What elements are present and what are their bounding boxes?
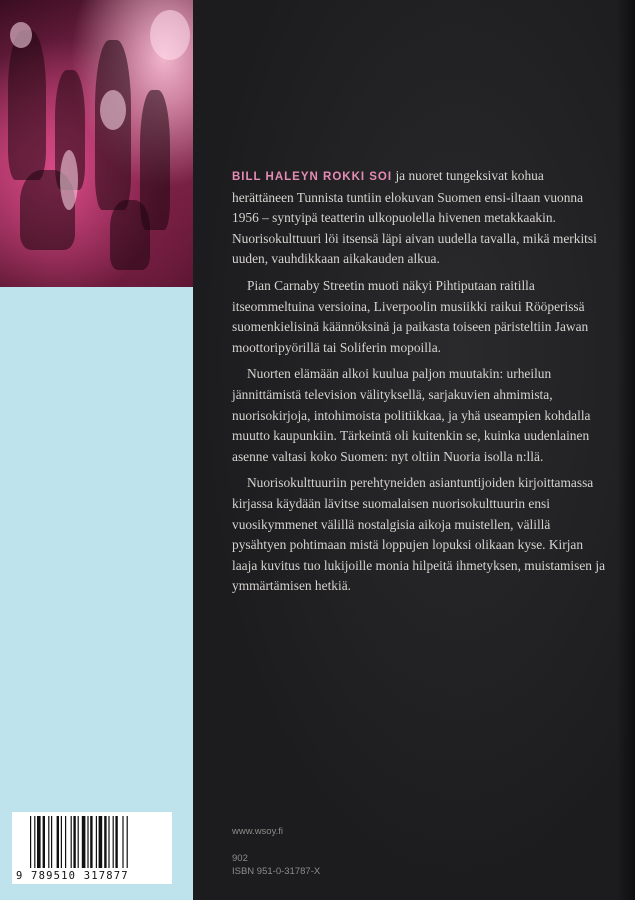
barcode-bar: [115, 816, 117, 868]
barcode-bar: [82, 816, 86, 868]
blurb-paragraph: Nuorten elämään alkoi kuulua paljon muutakin: urheilun jännittämistä television välityksellä, sarjakuvien ahmimista, nuorisokirjoja, intohimoista politiikkaa, ja yhä useampien kohdalla muutto kaupunkiin. Tärkeintä oli kuitenkin se, kuinka uudenlainen asenne valtasi koko Suomen: nyt oltiin Nuoria isolla n:llä.: [232, 366, 591, 464]
cover-edge-shadow: [617, 0, 635, 900]
barcode-bar: [37, 816, 41, 868]
barcode-bar: [87, 816, 88, 868]
blurb-paragraph: Nuorisokulttuuriin perehtyneiden asiantuntijoiden kirjoittamassa kirjassa käydään lävitse suomalaisen nuorisokulttuurin ensi vuosikymmenet välillä nostalgisia aikoja muistellen, välillä pysähtyen pohtimaan mistä loppujen lopuksi olikaan kyse. Kirjan laaja kuvitus tuo lukijoille monia hilpeitä ihmetyksen, muistamisen ja ymmärtämisen hetkiä.: [232, 475, 606, 594]
barcode-bar: [48, 816, 49, 868]
barcode-digits: 9 789510 317877: [16, 870, 129, 882]
barcode-bar: [96, 816, 97, 868]
barcode-bar: [61, 816, 62, 868]
blurb-text: [232, 166, 607, 603]
blurb-paragraph: BILL HALEYN ROKKI SOI ja nuoret tungeksivat kohua herättäneen Tunnista tuntiin elokuvan Suomen ensi-iltaan vuonna 1956 – syntyipä teatterin ulkopuolella hivenen metakkaakin. Nuorisokulttuuri löi itsensä läpi aivan uudella tavalla, mikä merkitsi uuden, vauhdikkaan aikakauden alkua.: [232, 168, 597, 267]
barcode-bar: [65, 816, 66, 868]
barcode-bar: [57, 816, 59, 868]
barcode-bar: [73, 816, 75, 868]
barcode-bars: [30, 816, 160, 868]
barcode-bar: [34, 816, 35, 868]
blurb-lead: BILL HALEYN ROKKI SOI: [232, 171, 393, 183]
barcode-bar: [108, 816, 109, 868]
barcode-bar: [90, 816, 92, 868]
publisher-info: [232, 825, 320, 878]
barcode-bar: [127, 816, 128, 868]
barcode-bar: [104, 816, 106, 868]
barcode-bar: [43, 816, 45, 868]
barcode-bar: [71, 816, 72, 868]
barcode-bar: [113, 816, 114, 868]
barcode-bar: [99, 816, 103, 868]
barcode-bar: [122, 816, 123, 868]
publisher-code: 902: [232, 853, 248, 864]
publisher-url: www.wsoy.fi: [232, 826, 284, 837]
barcode-bar: [30, 816, 31, 868]
barcode-bar: [78, 816, 79, 868]
blurb-paragraph: Pian Carnaby Streetin muoti näkyi Pihtiputaan raitilla itseommeltuina versioina, Liverpoolin musiikki raikui Rööperissä suomenkielisinä käännöksinä ja paikasta toiseen päristeltiin Jawan moottoripyörillä tai Soliferin mopoilla.: [232, 277, 589, 355]
isbn-barcode: [12, 812, 172, 884]
barcode-bar: [51, 816, 52, 868]
dancers-photo: [0, 0, 193, 287]
isbn: ISBN 951-0-31787-X: [232, 866, 321, 877]
